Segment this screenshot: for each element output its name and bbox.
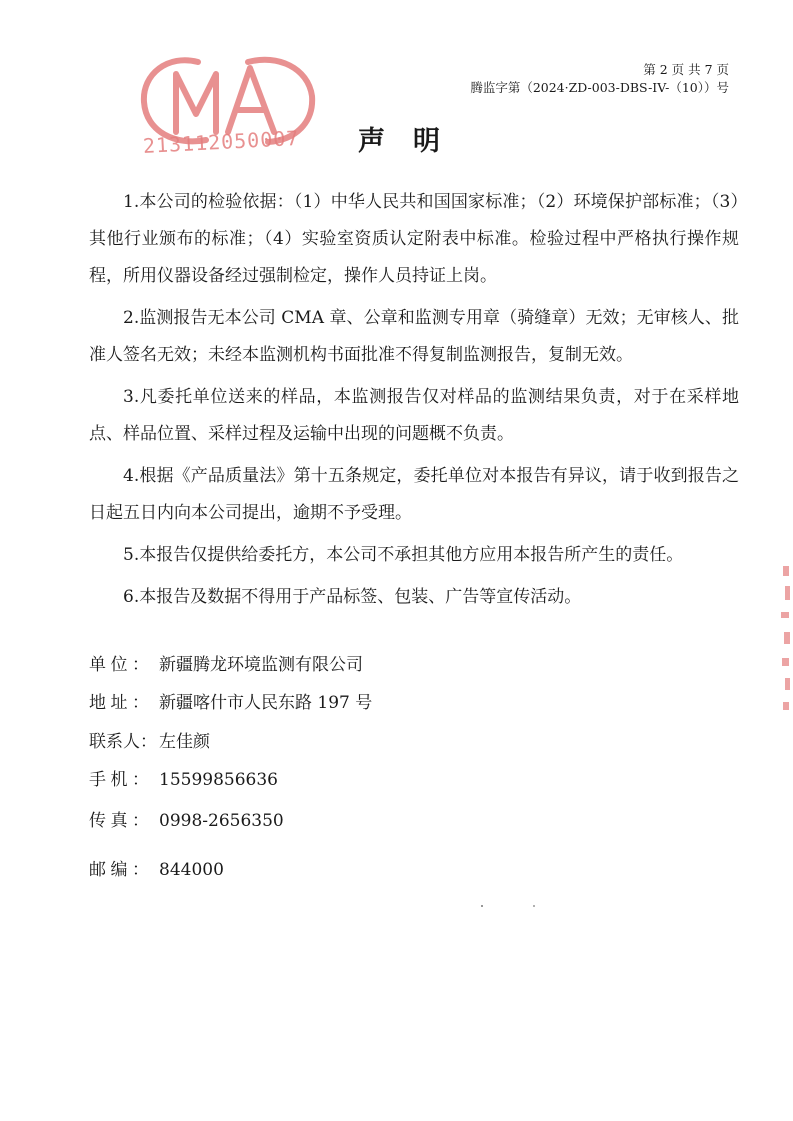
contact-person-value: 左佳颜 [159, 732, 210, 752]
statement-paragraph-5: 5.本报告仅提供给委托方，本公司不承担其他方应用本报告所产生的责任。 [123, 545, 684, 565]
contact-person [89, 730, 210, 754]
contact-fax-value: 0998-2656350 [159, 811, 284, 831]
contact-fax-label: 传真： [89, 811, 149, 831]
contact-postcode-value: 844000 [159, 860, 224, 880]
scan-speck [478, 903, 538, 909]
statement-paragraph-2: 2.监测报告无本公司 CMA 章、公章和监测专用章（骑缝章）无效；无审核人、批准人签名无效；未经本监测机构书面批准不得复制监测报告，复制无效。 [89, 308, 739, 365]
statement-paragraph-6: 6.本报告及数据不得用于产品标签、包装、广告等宣传活动。 [123, 587, 582, 607]
contact-person-label: 联系人： [89, 732, 157, 752]
page-number: 第 2 页 共 7 页 [643, 62, 729, 77]
seam-stamp-edge [775, 560, 793, 720]
contact-address [89, 691, 372, 715]
contact-mobile-label: 手机： [89, 770, 149, 790]
statement-paragraph-3: 3.凡委托单位送来的样品，本监测报告仅对样品的监测结果负责，对于在采样地点、样品位置、采样过程及运输中出现的问题概不负责。 [89, 387, 739, 444]
contact-unit-label: 单位： [89, 655, 149, 675]
statement-paragraph-4: 4.根据《产品质量法》第十五条规定，委托单位对本报告有异议，请于收到报告之日起五日内向本公司提出，逾期不予受理。 [89, 466, 739, 523]
contact-fax [89, 809, 284, 833]
stamp-letters: MA [228, 94, 230, 95]
page-title: 声明 [358, 126, 468, 157]
contact-unit [89, 653, 363, 677]
statement-body [89, 184, 739, 621]
contact-mobile [89, 768, 278, 792]
contact-postcode [89, 858, 224, 882]
report-number: 腾监字第（2024·ZD-003-DBS-IV-（10））号 [470, 80, 729, 95]
contact-mobile-value: 15599856636 [159, 770, 278, 790]
contact-address-value: 新疆喀什市人民东路 197 号 [159, 693, 373, 713]
stamp-cert-number: 213112050007 [142, 125, 300, 158]
statement-paragraph-1: 1.本公司的检验依据：（1）中华人民共和国国家标准；（2）环境保护部标准；（3）其他行业颁布的标准；（4）实验室资质认定附表中标准。检验过程中严格执行操作规程，所用仪器设备经过强制检定，操作人员持证上岗。 [89, 192, 739, 286]
contact-unit-value: 新疆腾龙环境监测有限公司 [159, 655, 363, 675]
contact-postcode-label: 邮编： [89, 860, 149, 880]
contact-address-label: 地址： [89, 693, 149, 713]
